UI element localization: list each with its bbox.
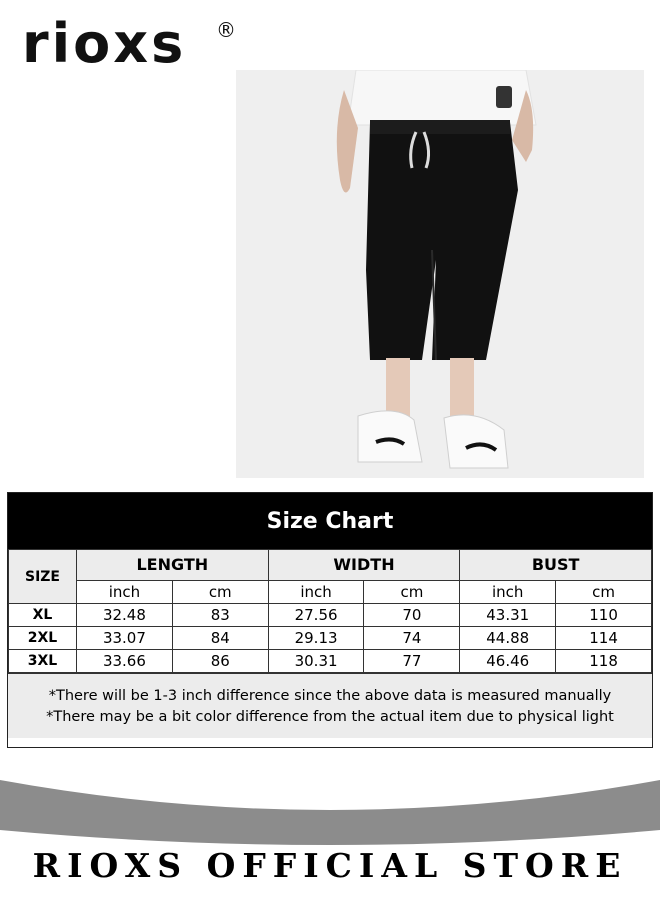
note-measurement: *There will be 1-3 inch difference since the above data is measured manually [48,688,612,704]
unit-row [9,581,652,604]
table-cell: 86 [172,650,268,673]
table-cell: 83 [172,604,268,627]
product-photo [236,70,644,478]
size-chart-title: Size Chart [8,493,652,549]
bust-group-header: BUST [460,550,652,581]
unit-label: cm [172,581,268,604]
size-table [8,549,652,673]
size-label: 2XL [9,627,77,650]
table-cell: 70 [364,604,460,627]
table-cell: 84 [172,627,268,650]
table-row [9,604,652,627]
table-cell: 114 [556,627,652,650]
unit-label: inch [268,581,364,604]
table-cell: 30.31 [268,650,364,673]
table-cell: 46.46 [460,650,556,673]
table-cell: 43.31 [460,604,556,627]
model-illustration [236,70,644,478]
table-cell: 77 [364,650,460,673]
unit-label: cm [364,581,460,604]
table-cell: 74 [364,627,460,650]
table-header-row [9,550,652,581]
note-color: *There may be a bit color difference from the actual item due to physical light [46,709,614,725]
width-group-header: WIDTH [268,550,460,581]
brand-logo: rioxs [22,12,187,75]
size-label: 3XL [9,650,77,673]
table-cell: 33.66 [77,650,173,673]
table-row [9,627,652,650]
registered-mark: ® [216,18,236,42]
table-cell: 33.07 [77,627,173,650]
size-column-header: SIZE [9,550,77,604]
size-label: XL [9,604,77,627]
length-group-header: LENGTH [77,550,269,581]
unit-label: cm [556,581,652,604]
table-cell: 118 [556,650,652,673]
table-cell: 110 [556,604,652,627]
store-name: RIOXS OFFICIAL STORE [32,846,628,885]
size-notes [8,673,652,738]
table-cell: 32.48 [77,604,173,627]
unit-label: inch [460,581,556,604]
table-row [9,650,652,673]
table-cell: 27.56 [268,604,364,627]
table-cell: 44.88 [460,627,556,650]
size-chart [7,492,653,748]
unit-label: inch [77,581,173,604]
table-cell: 29.13 [268,627,364,650]
